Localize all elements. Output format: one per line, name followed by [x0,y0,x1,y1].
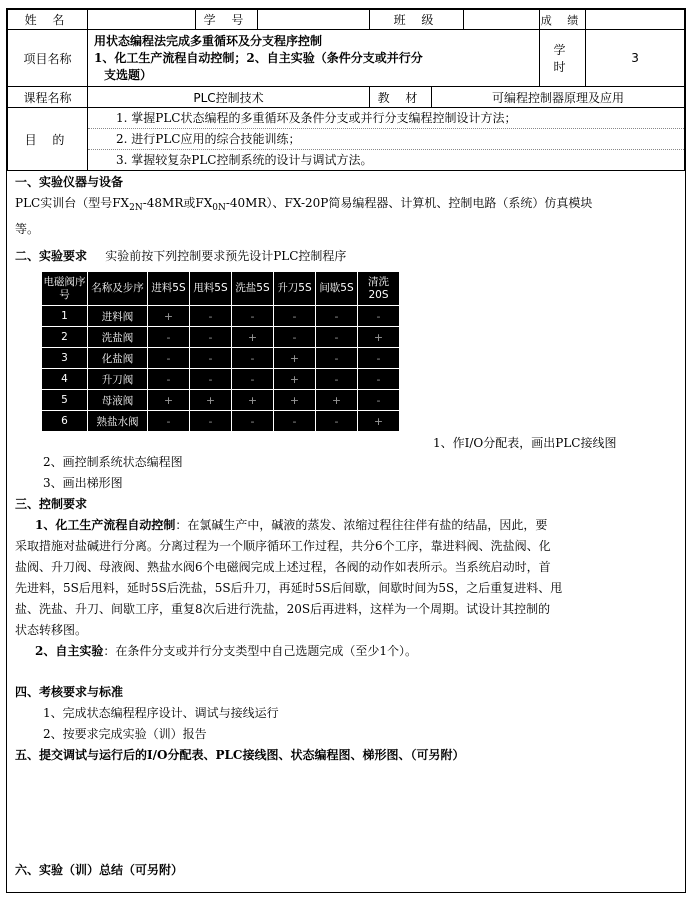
section5-answer-space[interactable] [15,766,676,860]
section6-title: 六、实验（训）总结（可另附） [15,863,184,877]
grade-value-cell[interactable] [586,10,685,30]
valve-header-3: 甩料5S [190,272,232,306]
valve-state: - [274,306,316,327]
valve-state: + [148,306,190,327]
hours-value: 3 [586,30,685,87]
goal-list [88,108,685,171]
section5-title: 五、提交调试与运行后的I/O分配表、PLC接线图、状态编程图、梯形图、（可另附） [15,748,465,762]
valve-name: 熟盐水阀 [88,411,148,432]
section4-item1: 1、完成状态编程程序设计、调试与接线运行 [43,706,279,720]
section1-equipment: PLC实训台（型号$FX_{2N}-48MR$或$FX_{0N}-40MR$）、FX-20P简易编程器、计算机、控制电路（系统）仿真模块 等。 [15,196,593,236]
valve-state: - [190,327,232,348]
valve-state: - [190,411,232,432]
project-title [88,30,540,87]
valve-header-0: 电磁阀序号 [42,272,88,306]
valve-state: - [316,348,358,369]
section2-item1: 1、作I/O分配表，画出PLC接线图 [433,436,617,450]
goal-item-3: 3. 掌握较复杂PLC控制系统的设计与调试方法。 [116,153,373,167]
course-label: 课程名称 [8,87,88,108]
header-row-project [8,30,685,87]
section2-item3: 3、画出梯形图 [43,476,123,490]
valve-state: - [148,411,190,432]
goal-item-2: 2. 进行PLC应用的综合技能训练； [88,129,684,150]
goal-item-1: 1. 掌握PLC状态编程的多重循环及条件分支或并行分支编程控制设计方法； [88,108,684,129]
student-id-value-cell[interactable] [258,10,370,30]
valve-state: - [232,411,274,432]
subscript-0n: 0N [212,203,226,213]
valve-state: - [190,348,232,369]
class-value-cell[interactable] [464,10,540,30]
name-label: 姓 名 [8,10,88,30]
textbook-value: 可编程控制器原理及应用 [432,87,685,108]
header-row-goals [8,108,685,171]
header-row-course [8,87,685,108]
valve-state: - [358,306,400,327]
student-id-label: 学 号 [196,10,258,30]
valve-sequence-table [41,271,400,432]
goal-label: 目 的 [8,108,88,171]
section2-intro: 实验前按下列控制要求预先设计PLC控制程序 [105,249,347,263]
section2-title: 二、实验要求 [15,249,88,263]
valve-table-header [42,272,400,306]
valve-state: + [148,390,190,411]
valve-state: + [232,327,274,348]
header-table [7,9,685,171]
section3-p2-heading: 2、自主实验 [35,644,104,658]
project-label: 项目名称 [8,30,88,87]
class-label: 班 级 [370,10,464,30]
section1-title: 一、实验仪器与设备 [15,175,124,189]
valve-state: - [232,348,274,369]
valve-state: + [316,390,358,411]
section3-paragraph1: 1、化工生产流程自动控制：在氯碱生产中，碱液的蒸发、浓缩过程往往伴有盐的结晶，因此，要 采取措施对盐碱进行分离。分离过程为一个顺序循环工作过程，共分6个工序，靠进料阀、洗盐阀、化 盐阀、升刀阀、母液阀、熟盐水阀6个电磁阀完成上述过程，各阀的动作如表所示。当系统启动时，首 先进料，5S后甩料，延时5S后洗盐，5S后升刀，再延时5S后间歇，间歇时间为5S，之后重复进料、甩 盐、洗盐、升刀、间歇工序，重复8次后进行洗盐，20S后再进料，这样为一个周期。试设计其控制的 状态转移图。 [15,518,563,637]
valve-number: 1 [42,306,88,327]
hours-label: 学 时 [540,30,586,87]
section4-item2: 2、按要求完成实验（训）报告 [43,727,207,741]
valve-state: + [358,327,400,348]
valve-state: - [358,390,400,411]
section3-paragraph2: 2、自主实验：在条件分支或并行分支类型中自己选题完成（至少1个）。 [35,644,417,658]
valve-number: 3 [42,348,88,369]
valve-number: 2 [42,327,88,348]
name-value-cell[interactable] [88,10,196,30]
valve-state: - [148,348,190,369]
section6-answer-space[interactable] [15,881,676,916]
project-title-line2: 1、化工生产流程自动控制；2、自主实验（条件分支或并行分 [94,50,423,65]
header-row-identity [8,10,685,30]
valve-state: - [190,306,232,327]
valve-row [42,411,400,432]
valve-number: 4 [42,369,88,390]
section2-item2: 2、画控制系统状态编程图 [43,455,183,469]
valve-state: + [232,390,274,411]
valve-state: + [358,411,400,432]
valve-state: - [358,369,400,390]
valve-row [42,348,400,369]
valve-header-6: 间歇5S [316,272,358,306]
valve-number: 5 [42,390,88,411]
valve-header-4: 洗盐5S [232,272,274,306]
section3-title: 三、控制要求 [15,497,88,511]
section2-heading [15,246,676,267]
report-body [7,172,684,916]
section4-title: 四、考核要求与标准 [15,685,124,699]
valve-header-2: 进料5S [148,272,190,306]
valve-state: - [316,327,358,348]
valve-header-7: 清洗20S [358,272,400,306]
valve-name: 化盐阀 [88,348,148,369]
valve-state: + [190,390,232,411]
valve-row [42,390,400,411]
valve-name: 洗盐阀 [88,327,148,348]
valve-header-1: 名称及步序 [88,272,148,306]
subscript-2n: 2N [129,203,143,213]
section3-p1-heading: 1、化工生产流程自动控制 [35,518,176,532]
textbook-label: 教 材 [370,87,432,108]
valve-state: - [232,369,274,390]
project-title-line3: 支选题） [104,67,153,82]
valve-number: 6 [42,411,88,432]
valve-row [42,327,400,348]
valve-state: - [274,411,316,432]
valve-header-5: 升刀5S [274,272,316,306]
grade-label: 成 绩 [540,10,586,30]
valve-state: - [148,327,190,348]
valve-name: 进料阀 [88,306,148,327]
valve-state: - [190,369,232,390]
valve-state: - [232,306,274,327]
valve-row [42,306,400,327]
valve-state: - [316,369,358,390]
valve-state: - [148,369,190,390]
experiment-sheet [6,8,686,893]
project-title-line1: 用状态编程法完成多重循环及分支程序控制 [94,33,323,48]
valve-state: - [316,411,358,432]
valve-state: + [274,348,316,369]
section2-item1-row [15,432,676,452]
valve-state: - [358,348,400,369]
valve-name: 升刀阀 [88,369,148,390]
valve-row [42,369,400,390]
valve-state: - [274,327,316,348]
course-value: PLC控制技术 [88,87,370,108]
valve-state: + [274,390,316,411]
valve-state: - [316,306,358,327]
valve-state: + [274,369,316,390]
valve-name: 母液阀 [88,390,148,411]
